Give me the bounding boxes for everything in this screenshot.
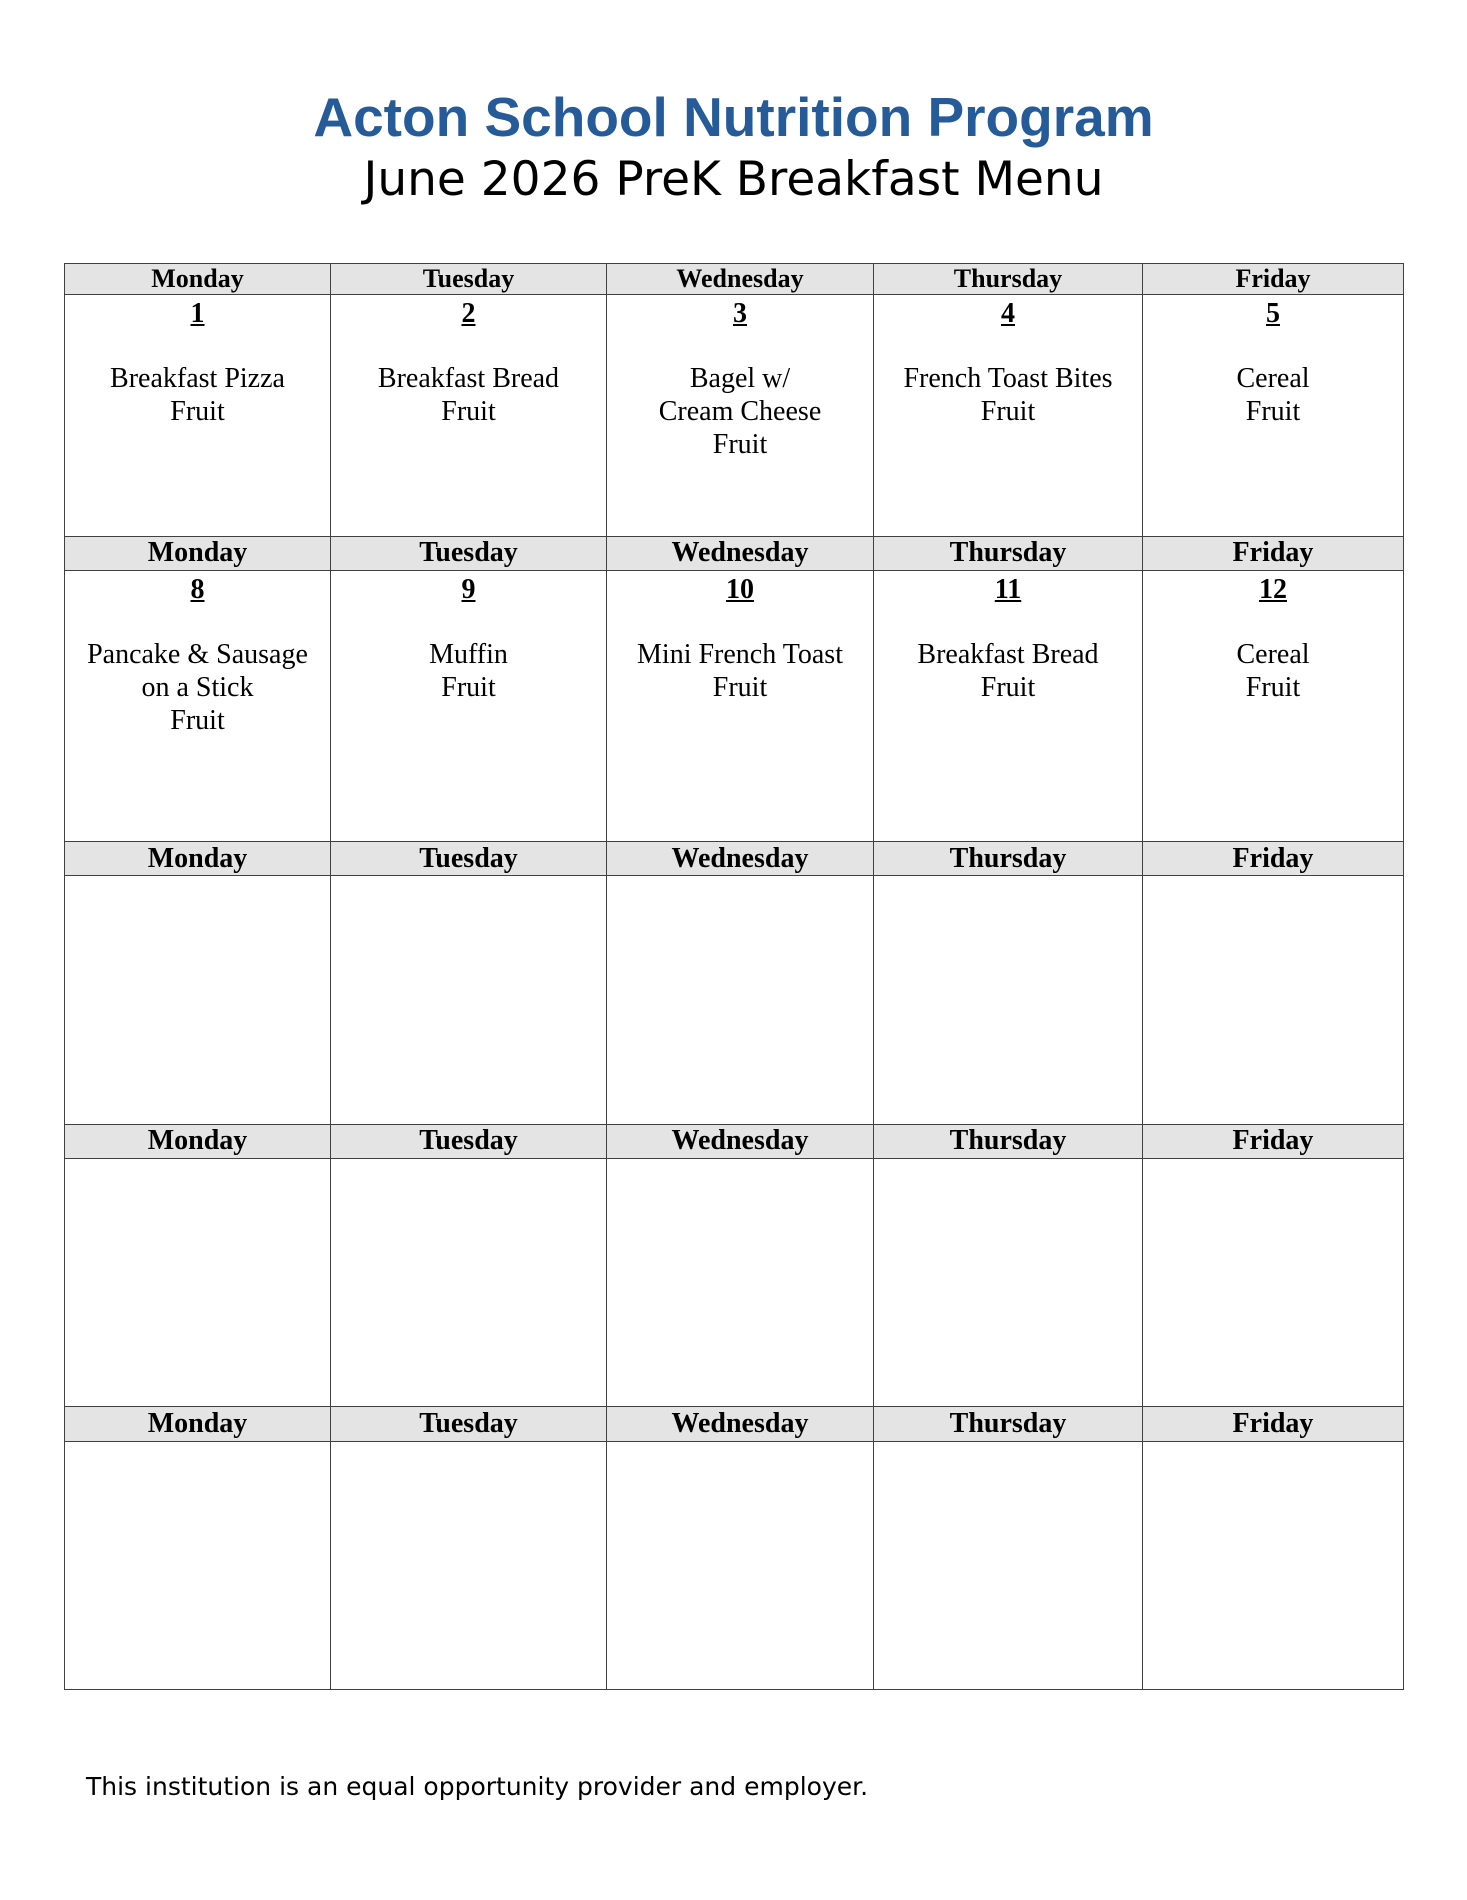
menu-items (607, 362, 873, 461)
weekday-label-thursday: Thursday (874, 264, 1143, 295)
menu-title: June 2026 PreK Breakfast Menu (363, 152, 1104, 207)
day-cell (1143, 876, 1404, 1124)
weekday-label-wednesday: Wednesday (607, 264, 874, 295)
day-date: 9 (461, 573, 476, 605)
day-date: 1 (190, 298, 205, 330)
menu-item: Fruit (712, 671, 768, 703)
menu-items (1143, 638, 1403, 704)
menu-item: Fruit (980, 396, 1036, 428)
menu-item: Fruit (1245, 671, 1301, 703)
menu-item: Cream Cheese (658, 396, 822, 428)
weekday-label-wednesday: Wednesday (607, 536, 874, 570)
day-date: 11 (994, 573, 1022, 605)
day-cell (331, 295, 607, 536)
menu-item: Breakfast Bread (917, 638, 1099, 670)
weekday-label-friday: Friday (1143, 842, 1404, 876)
day-cell (65, 1158, 331, 1406)
day-date: 3 (733, 298, 747, 330)
week-row (65, 570, 1404, 842)
menu-item: Fruit (712, 429, 768, 461)
day-cell (1143, 1158, 1404, 1406)
menu-items (874, 638, 1142, 704)
menu-item: Fruit (170, 396, 225, 428)
weekday-label-thursday: Thursday (874, 536, 1143, 570)
weekday-header-row (65, 264, 1404, 295)
menu-item: Mini French Toast (637, 638, 843, 670)
menu-item: Cereal (1236, 638, 1310, 670)
week-row (65, 1158, 1404, 1406)
organization-title: Acton School Nutrition Program (313, 86, 1154, 148)
weekday-header-row (65, 842, 1404, 876)
menu-item: Fruit (441, 396, 496, 428)
menu-item: Fruit (980, 671, 1036, 703)
day-cell (607, 1158, 874, 1406)
weekday-label-monday: Monday (65, 1124, 331, 1158)
weekday-label-thursday: Thursday (874, 1124, 1143, 1158)
menu-item: on a Stick (141, 671, 254, 703)
day-cell (874, 1158, 1143, 1406)
day-cell (1143, 295, 1404, 536)
weekday-label-friday: Friday (1143, 1124, 1404, 1158)
weekday-label-wednesday: Wednesday (607, 1407, 874, 1441)
day-date: 2 (461, 298, 476, 330)
menu-items (331, 638, 606, 704)
menu-item: Breakfast Bread (377, 363, 560, 395)
weekday-label-monday: Monday (65, 264, 331, 295)
weekday-label-tuesday: Tuesday (331, 1124, 607, 1158)
page-header (0, 84, 1467, 210)
day-date: 4 (1001, 298, 1015, 330)
menu-items (65, 362, 330, 428)
equal-opportunity-statement: This institution is an equal opportunity provider and employer. (86, 1772, 869, 1801)
menu-item: Bagel w/ (689, 363, 791, 395)
weekday-label-tuesday: Tuesday (331, 1407, 607, 1441)
day-cell (874, 570, 1143, 842)
weekday-label-tuesday: Tuesday (331, 264, 607, 295)
menu-item: Breakfast Pizza (110, 363, 285, 395)
day-date: 8 (190, 573, 205, 605)
day-cell (607, 1441, 874, 1689)
week-row (65, 876, 1404, 1124)
weekday-header-row (65, 1407, 1404, 1441)
menu-items (1143, 362, 1403, 428)
day-cell (331, 570, 607, 842)
menu-items (607, 638, 873, 704)
menu-item: Fruit (1245, 396, 1301, 428)
weekday-header-row (65, 1124, 1404, 1158)
day-cell (1143, 570, 1404, 842)
menu-item: Muffin (429, 638, 508, 670)
day-cell (607, 295, 874, 536)
menu-item: Cereal (1236, 363, 1310, 395)
menu-item: Fruit (170, 704, 225, 736)
weekday-label-monday: Monday (65, 842, 331, 876)
day-cell (331, 1158, 607, 1406)
weekday-header-row (65, 536, 1404, 570)
day-cell (65, 570, 331, 842)
day-cell (874, 1441, 1143, 1689)
weekday-label-wednesday: Wednesday (607, 842, 874, 876)
day-date: 10 (726, 573, 754, 605)
weekday-label-thursday: Thursday (874, 842, 1143, 876)
weekday-label-tuesday: Tuesday (331, 842, 607, 876)
menu-items (874, 362, 1142, 428)
day-cell (331, 876, 607, 1124)
day-cell (874, 876, 1143, 1124)
week-row (65, 295, 1404, 536)
menu-items (65, 638, 330, 737)
day-cell (1143, 1441, 1404, 1689)
weekday-label-tuesday: Tuesday (331, 536, 607, 570)
weekday-label-friday: Friday (1143, 264, 1404, 295)
menu-items (331, 362, 606, 428)
week-row (65, 1441, 1404, 1689)
menu-item: Fruit (441, 671, 496, 703)
day-cell (607, 876, 874, 1124)
weekday-label-friday: Friday (1143, 536, 1404, 570)
weekday-label-thursday: Thursday (874, 1407, 1143, 1441)
day-cell (874, 295, 1143, 536)
menu-item: Pancake & Sausage (87, 638, 308, 670)
weekday-label-friday: Friday (1143, 1407, 1404, 1441)
day-cell (65, 876, 331, 1124)
menu-calendar (64, 263, 1404, 1690)
day-date: 12 (1259, 573, 1287, 605)
day-date: 5 (1266, 298, 1280, 330)
day-cell (65, 295, 331, 536)
weekday-label-monday: Monday (65, 536, 331, 570)
day-cell (331, 1441, 607, 1689)
day-cell (65, 1441, 331, 1689)
weekday-label-wednesday: Wednesday (607, 1124, 874, 1158)
menu-item: French Toast Bites (903, 363, 1113, 395)
weekday-label-monday: Monday (65, 1407, 331, 1441)
day-cell (607, 570, 874, 842)
